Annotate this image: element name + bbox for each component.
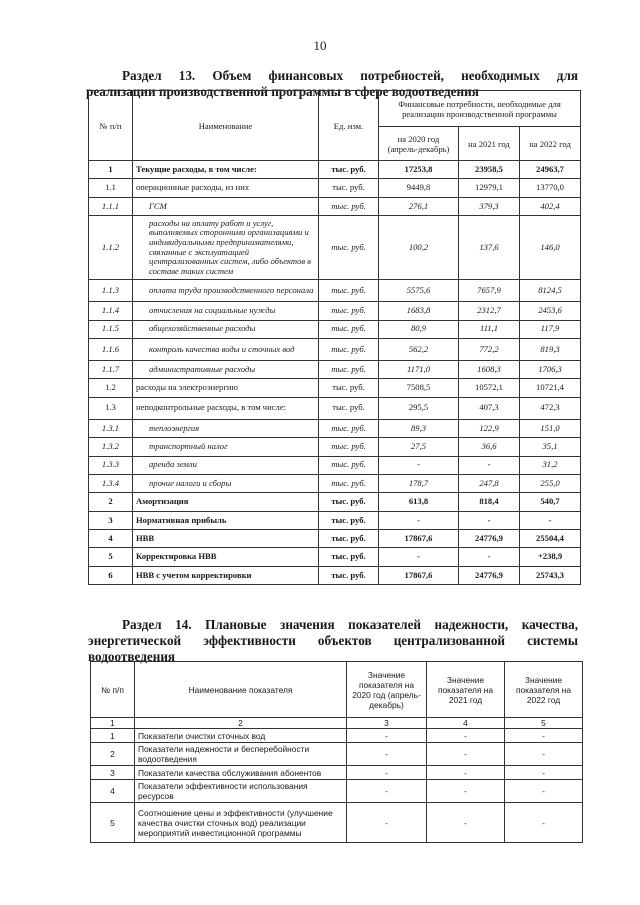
table-row [89,320,581,338]
row-number: 4 [89,530,133,548]
table-row [89,379,581,397]
value-2020: 276,1 [379,197,459,215]
table-row [89,566,581,584]
table-row [91,766,583,780]
table-header-row [89,91,581,127]
header-2020: на 2020 год (апрель-декабрь) [379,127,459,161]
page-number: 10 [313,38,327,53]
row-unit: тыс. руб. [319,548,379,566]
value-2022: 540,7 [520,493,581,511]
row-name: НВВ с учетом корректировки [133,566,319,584]
value-2022: 472,3 [520,397,581,419]
value-2021: 10572,1 [459,379,520,397]
column-number: 3 [347,718,427,729]
row-unit: тыс. руб. [319,511,379,529]
value-2021: 111,1 [459,320,520,338]
value-2022: - [505,743,583,766]
row-name: неподконтрольные расходы, в том числе: [133,397,319,419]
value-2020: 17253,8 [379,161,459,179]
row-name: Показатели качества обслуживания абонентов [135,766,347,780]
value-2022: 2453,6 [520,302,581,320]
row-name: аренда земли [133,456,319,474]
value-2021: - [427,766,505,780]
value-2021: 23958,5 [459,161,520,179]
column-number: 2 [135,718,347,729]
value-2022: 31,2 [520,456,581,474]
header-name: Наименование [133,91,319,161]
column-numbers-row [91,718,583,729]
value-2021: 36,6 [459,438,520,456]
value-2021: 2312,7 [459,302,520,320]
row-number: 3 [89,511,133,529]
indicators-table [90,661,583,843]
value-2020: - [347,729,427,743]
table-row [91,729,583,743]
section-13-heading-line2: реализации производственной программы в сфере водоотведения [86,84,479,99]
value-2021: - [459,511,520,529]
row-number: 1.1.1 [89,197,133,215]
value-2020: - [347,803,427,843]
section-13-heading-line1: Раздел 13. Объем финансовых потребностей, необходимых для [122,68,578,83]
value-2022: 25504,4 [520,530,581,548]
header-num: № п/п [89,91,133,161]
header-group: Финансовые потребности, необходимые для реализации производственной программы [379,91,581,127]
row-name: ГСМ [133,197,319,215]
value-2020: 295,5 [379,397,459,419]
row-name: Текущие расходы, в том числе: [133,161,319,179]
value-2020: - [379,548,459,566]
table-row [89,179,581,197]
value-2020: 17867,6 [379,530,459,548]
value-2022: 8124,5 [520,280,581,302]
row-number: 1.3.2 [89,438,133,456]
value-2022: 151,0 [520,419,581,437]
value-2021: - [427,729,505,743]
row-name: административные расходы [133,360,319,378]
row-number: 1.1.4 [89,302,133,320]
row-unit: тыс. руб. [319,566,379,584]
row-unit: тыс. руб. [319,320,379,338]
row-number: 5 [91,803,135,843]
value-2021: 122,9 [459,419,520,437]
row-unit: тыс. руб. [319,161,379,179]
table-row [89,280,581,302]
row-number: 1.1 [89,179,133,197]
value-2022: - [505,780,583,803]
row-number: 1.3 [89,397,133,419]
header-num: № п/п [91,662,135,718]
value-2022: - [505,729,583,743]
row-number: 1.3.1 [89,419,133,437]
row-name: Амортизация [133,493,319,511]
row-number: 1.1.6 [89,338,133,360]
row-unit: тыс. руб. [319,216,379,280]
value-2022: 35,1 [520,438,581,456]
table-row [89,493,581,511]
row-unit: тыс. руб. [319,493,379,511]
value-2021: - [427,803,505,843]
row-number: 1.1.7 [89,360,133,378]
value-2021: 12979,1 [459,179,520,197]
row-number: 2 [91,743,135,766]
value-2020: - [347,780,427,803]
value-2020: - [379,456,459,474]
row-unit: тыс. руб. [319,438,379,456]
row-name: операционные расходы, из них [133,179,319,197]
table-row [89,216,581,280]
value-2020: 1171,0 [379,360,459,378]
value-2022: 24963,7 [520,161,581,179]
value-2021: 772,2 [459,338,520,360]
value-2021: - [459,548,520,566]
value-2021: - [427,780,505,803]
table-row [89,302,581,320]
row-name: Соотношение цены и эффективности (улучшение качества очистки сточных вод) реализации мероприятий инвестиционной программы [135,803,347,843]
table-row [89,360,581,378]
value-2020: - [379,511,459,529]
value-2020: 7508,5 [379,379,459,397]
row-unit: тыс. руб. [319,338,379,360]
row-number: 1.2 [89,379,133,397]
value-2022: 10721,4 [520,379,581,397]
value-2022: 13770,0 [520,179,581,197]
value-2021: 247,8 [459,474,520,492]
value-2020: 1683,8 [379,302,459,320]
table-row [89,197,581,215]
row-unit: тыс. руб. [319,530,379,548]
row-name: Корректировка НВВ [133,548,319,566]
row-name: Показатели очистки сточных вод [135,729,347,743]
table-row [89,338,581,360]
row-number: 4 [91,780,135,803]
value-2021: 407,3 [459,397,520,419]
table-row [91,803,583,843]
value-2020: 613,8 [379,493,459,511]
value-2021: - [427,743,505,766]
row-name: Нормативная прибыль [133,511,319,529]
column-number: 4 [427,718,505,729]
row-number: 1.3.4 [89,474,133,492]
row-unit: тыс. руб. [319,179,379,197]
table-row [89,397,581,419]
value-2021: 24776,9 [459,530,520,548]
value-2020: - [347,766,427,780]
header-2021: на 2021 год [459,127,520,161]
value-2022: - [505,803,583,843]
row-name: Показатели эффективности использования ресурсов [135,780,347,803]
header-2022: Значение показателя на 2022 год [505,662,583,718]
header-2022: на 2022 год [520,127,581,161]
row-name: Показатели надежности и бесперебойности водоотведения [135,743,347,766]
value-2021: 137,6 [459,216,520,280]
table-row [91,743,583,766]
row-unit: тыс. руб. [319,360,379,378]
table-row [89,548,581,566]
value-2022: 1706,3 [520,360,581,378]
table-row [89,438,581,456]
value-2020: 80,9 [379,320,459,338]
row-number: 1 [89,161,133,179]
value-2020: 100,2 [379,216,459,280]
row-name: транспортный налог [133,438,319,456]
value-2021: - [459,456,520,474]
value-2022: 402,4 [520,197,581,215]
row-unit: тыс. руб. [319,397,379,419]
row-unit: тыс. руб. [319,474,379,492]
section-14-heading-line3: водоотведения [88,649,176,664]
row-number: 1.1.3 [89,280,133,302]
value-2022: - [520,511,581,529]
table-row [89,419,581,437]
indicators-header-row [91,662,583,718]
header-unit: Ед. изм. [319,91,379,161]
value-2020: 5575,6 [379,280,459,302]
row-unit: тыс. руб. [319,280,379,302]
row-name: оплата труда производственного персонала [133,280,319,302]
header-2021: Значение показателя на 2021 год [427,662,505,718]
value-2022: 117,9 [520,320,581,338]
value-2022: 819,3 [520,338,581,360]
table-row [89,530,581,548]
value-2021: 1608,3 [459,360,520,378]
row-number: 2 [89,493,133,511]
value-2020: 9449,8 [379,179,459,197]
row-name: расходы на оплату работ и услуг, выполняемых сторонними организациями и индивидуальными предпринимателями, связанные с эксплуатацией централизованных систем, либо объектов в составе таких систем [133,216,319,280]
value-2021: 379,3 [459,197,520,215]
row-name: расходы на электроэнергию [133,379,319,397]
value-2020: 27,5 [379,438,459,456]
row-name: прочие налоги и сборы [133,474,319,492]
value-2020: 562,2 [379,338,459,360]
row-number: 3 [91,766,135,780]
row-name: контроль качества воды и сточных вод [133,338,319,360]
value-2022: 25743,3 [520,566,581,584]
row-name: общехозяйственные расходы [133,320,319,338]
section-14-heading [88,617,578,665]
value-2022: - [505,766,583,780]
value-2020: 89,3 [379,419,459,437]
table-row [91,780,583,803]
row-unit: тыс. руб. [319,419,379,437]
row-number: 1.1.2 [89,216,133,280]
row-number: 6 [89,566,133,584]
row-unit: тыс. руб. [319,456,379,474]
header-name: Наименование показателя [135,662,347,718]
value-2022: 146,0 [520,216,581,280]
row-number: 1.1.5 [89,320,133,338]
row-unit: тыс. руб. [319,302,379,320]
header-2020: Значение показателя на 2020 год (апрель-декабрь) [347,662,427,718]
value-2021: 818,4 [459,493,520,511]
column-number: 1 [91,718,135,729]
table-row [89,456,581,474]
row-name: теплоэнергия [133,419,319,437]
table-row [89,511,581,529]
section-14-heading-line1: Раздел 14. Плановые значения показателей надежности, качества, [122,617,578,632]
value-2021: 7657,9 [459,280,520,302]
row-number: 1.3.3 [89,456,133,474]
row-name: отчисления на социальные нужды [133,302,319,320]
value-2022: +238,9 [520,548,581,566]
value-2020: - [347,743,427,766]
table-row [89,161,581,179]
financial-needs-table [88,90,581,585]
value-2021: 24776,9 [459,566,520,584]
row-name: НВВ [133,530,319,548]
value-2020: 178,7 [379,474,459,492]
section-14-heading-line2: энергетической эффективности объектов централизованной системы [88,633,578,648]
table-row [89,474,581,492]
value-2020: 17867,6 [379,566,459,584]
row-unit: тыс. руб. [319,379,379,397]
value-2022: 255,0 [520,474,581,492]
row-number: 1 [91,729,135,743]
row-number: 5 [89,548,133,566]
row-unit: тыс. руб. [319,197,379,215]
column-number: 5 [505,718,583,729]
